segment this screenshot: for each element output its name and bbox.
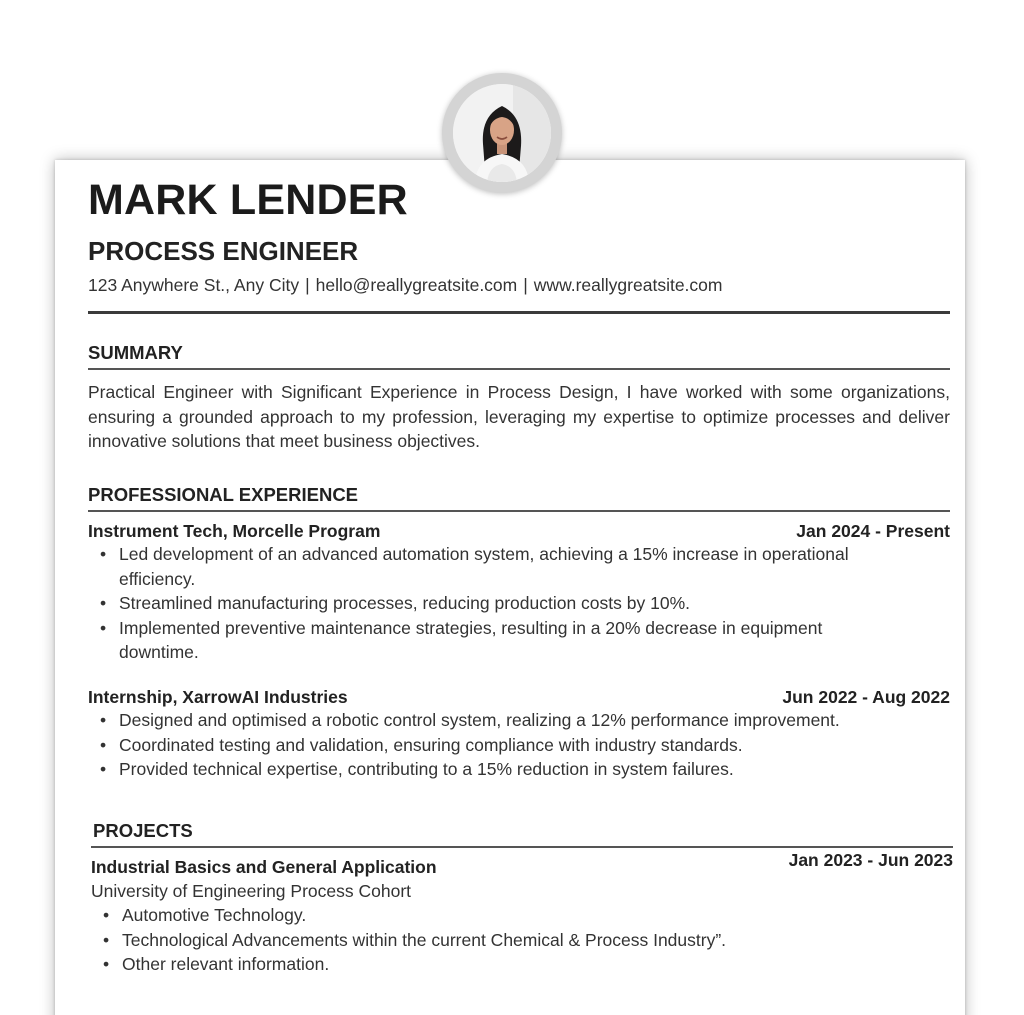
- header-divider: [88, 311, 950, 314]
- contact-website[interactable]: www.reallygreatsite.com: [533, 275, 723, 295]
- projects-heading: PROJECTS: [93, 820, 193, 841]
- job-bullets-1: [88, 542, 888, 665]
- project-institution-1: University of Engineering Process Cohort: [91, 881, 412, 901]
- contact-line: [88, 274, 722, 296]
- candidate-title: PROCESS ENGINEER: [88, 236, 359, 266]
- contact-separator: |: [305, 275, 310, 295]
- list-item: • Other relevant information.: [91, 952, 953, 977]
- list-item: • Automotive Technology.: [91, 903, 953, 928]
- list-item: • Led development of an advanced automation system, achieving a 15% increase in operational efficiency.: [88, 542, 888, 591]
- contact-address: 123 Anywhere St., Any City: [88, 275, 300, 295]
- avatar-frame: [442, 73, 562, 193]
- summary-heading: SUMMARY: [88, 342, 183, 363]
- avatar: [453, 84, 551, 182]
- project-dates-1: Jan 2023 - Jun 2023: [788, 850, 953, 870]
- candidate-name: MARK LENDER: [88, 176, 408, 224]
- contact-separator: |: [523, 275, 528, 295]
- list-item: • Implemented preventive maintenance strategies, resulting in a 20% decrease in equipment downtime.: [88, 616, 888, 665]
- experience-divider: [88, 510, 950, 512]
- project-bullets-1: [91, 903, 953, 977]
- contact-email[interactable]: hello@reallygreatsite.com: [315, 275, 518, 295]
- list-item: • Coordinated testing and validation, ensuring compliance with industry standards.: [88, 733, 950, 758]
- job-bullets-2: [88, 708, 950, 782]
- list-item: • Designed and optimised a robotic control system, realizing a 12% performance improvement.: [88, 708, 950, 733]
- job-dates-2: Jun 2022 - Aug 2022: [782, 687, 950, 707]
- summary-divider: [88, 368, 950, 370]
- list-item: • Provided technical expertise, contributing to a 15% reduction in system failures.: [88, 757, 950, 782]
- job-title-2: Internship, XarrowAI Industries: [88, 687, 348, 707]
- projects-divider: [91, 846, 953, 848]
- job-dates-1: Jan 2024 - Present: [796, 521, 950, 541]
- list-item: • Technological Advancements within the current Chemical & Process Industry”.: [91, 928, 953, 953]
- project-title-1: Industrial Basics and General Application: [91, 857, 437, 877]
- profile-photo-icon: [453, 84, 551, 182]
- job-title-1: Instrument Tech, Morcelle Program: [88, 521, 381, 541]
- list-item: • Streamlined manufacturing processes, reducing production costs by 10%.: [88, 591, 888, 616]
- summary-text: Practical Engineer with Significant Experience in Process Design, I have worked with some organizations, ensuring a grounded approach to my profession, leveraging my expertise to optimize processes and deliver innovative solutions that meet business objectives.: [88, 382, 950, 451]
- experience-heading: PROFESSIONAL EXPERIENCE: [88, 484, 359, 505]
